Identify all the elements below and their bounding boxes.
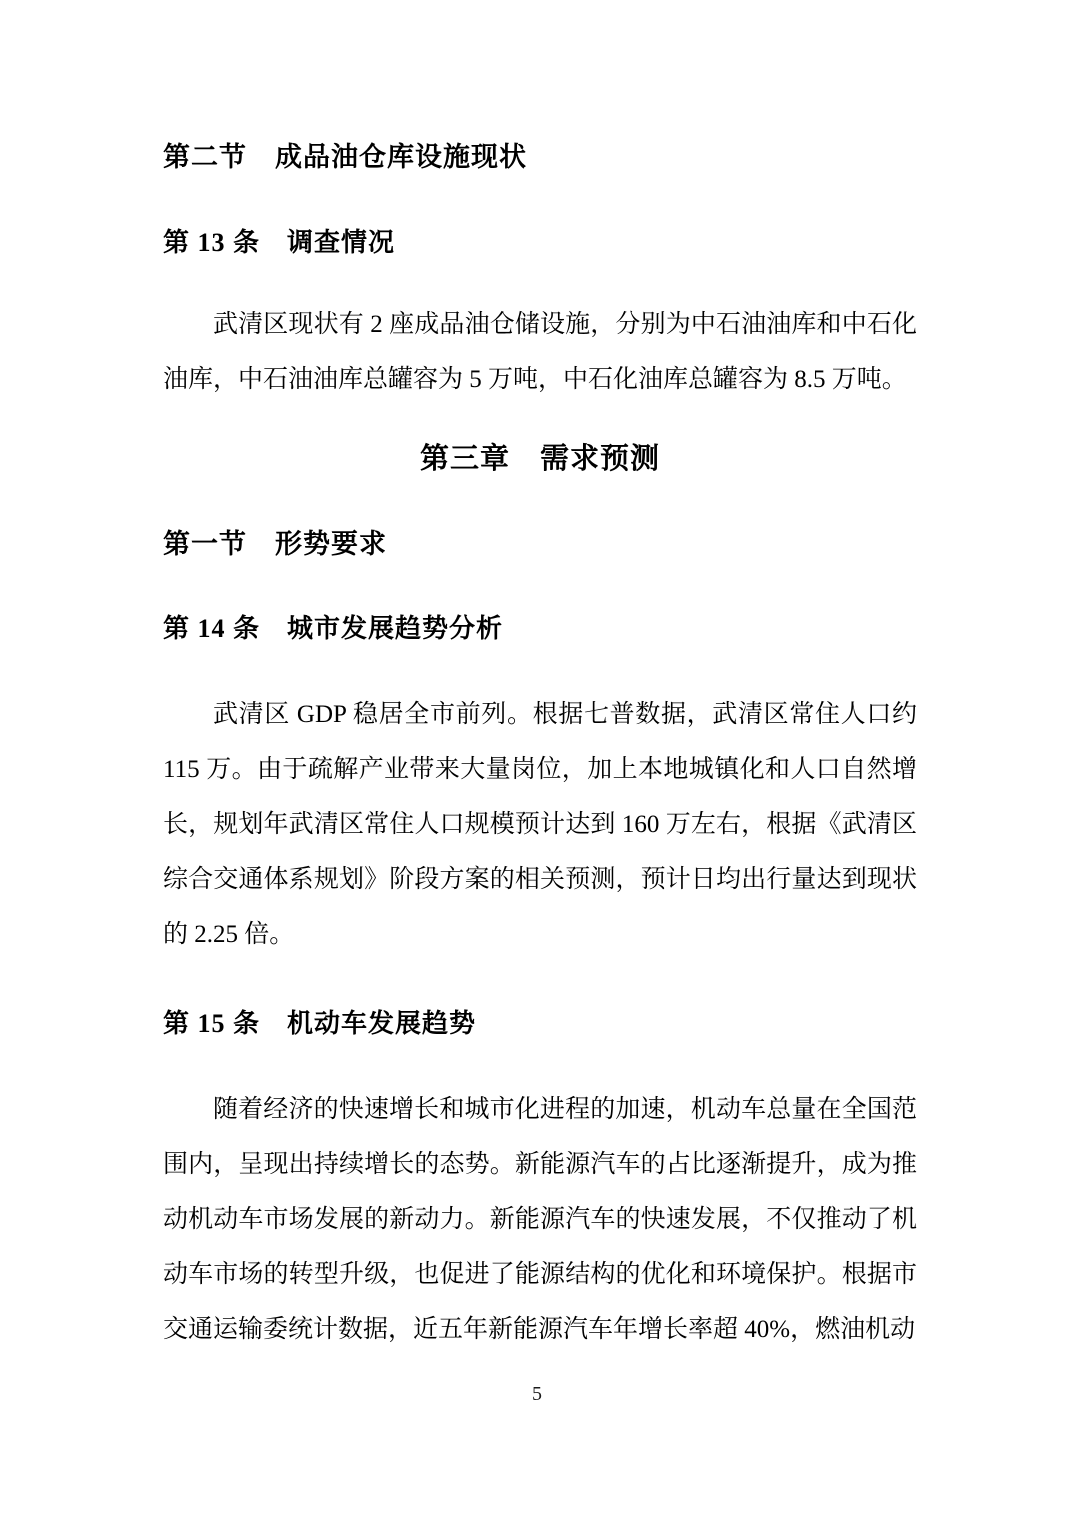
page-number: 5: [532, 1383, 542, 1405]
paragraph-urban-development-trend: 武清区 GDP 稳居全市前列。根据七普数据，武清区常住人口约 115 万。由于疏解产业带来大量岗位，加上本地城镇化和人口自然增长，规划年武清区常住人口规模预计达到 160 万左右，根据《武清区综合交通体系规划》阶段方案的相关预测，预计日均出行量达到现状的 2.25 倍。: [163, 701, 917, 948]
heading-article-13-survey: 第 13 条 调查情况: [163, 228, 396, 257]
paragraph-oil-depot-survey: 武清区现状有 2 座成品油仓储设施，分别为中石油油库和中石化油库，中石油油库总罐容为 5 万吨，中石化油库总罐容为 8.5 万吨。: [163, 311, 917, 393]
heading-chapter-3-demand-forecast: 第三章 需求预测: [419, 443, 660, 475]
heading-article-14-urban-development-trend: 第 14 条 城市发展趋势分析: [163, 614, 504, 643]
heading-section-2-oil-depot-status: 第二节 成品油仓库设施现状: [163, 142, 527, 172]
heading-section-1-situation-requirements: 第一节 形势要求: [163, 529, 387, 559]
paragraph-vehicle-development-trend: 随着经济的快速增长和城市化进程的加速，机动车总量在全国范围内，呈现出持续增长的态势。新能源汽车的占比逐渐提升，成为推动机动车市场发展的新动力。新能源汽车的快速发展，不仅推动了机动车市场的转型升级，也促进了能源结构的优化和环境保护。根据市交通运输委统计数据，近五年新能源汽车年增长率超 40%，燃油机动: [163, 1096, 917, 1343]
heading-article-15-vehicle-development-trend: 第 15 条 机动车发展趋势: [163, 1009, 477, 1038]
